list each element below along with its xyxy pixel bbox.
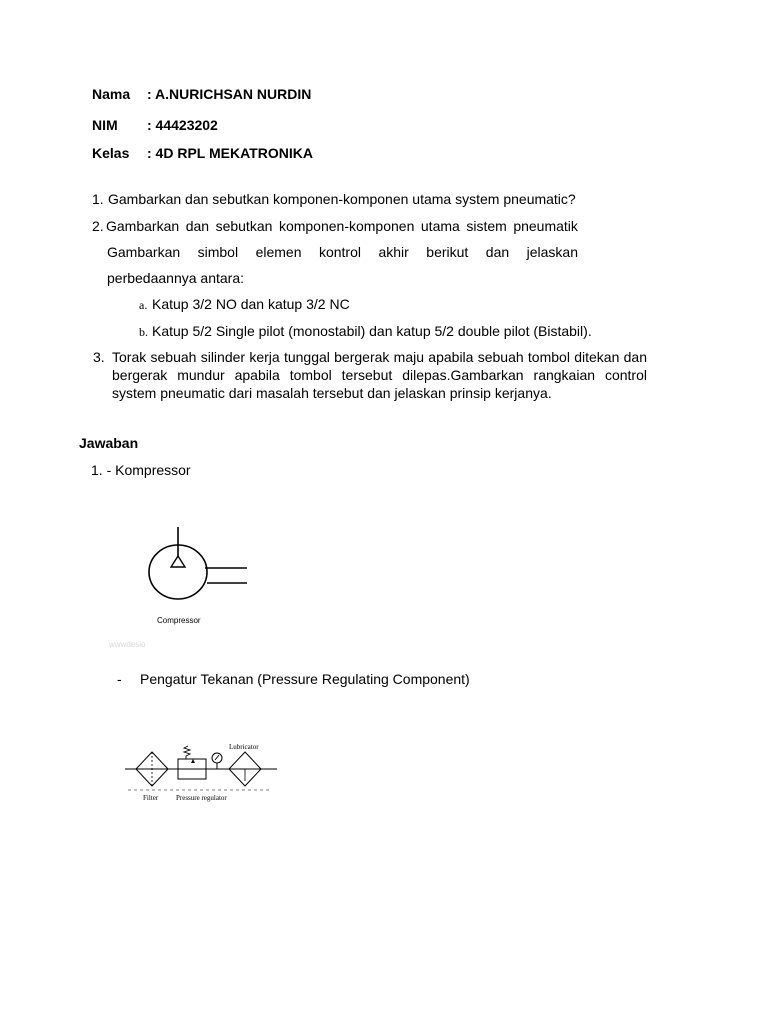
pressure-item: Pengatur Tekanan (Pressure Regulating Component) xyxy=(140,671,470,687)
compressor-symbol xyxy=(140,522,260,632)
question-2a-letter: a. xyxy=(139,298,148,312)
question-3-text: Torak sebuah silinder kerja tunggal bergerak maju apabila sebuah tombol ditekan dan bergerak mundur apabila tombol tersebut dilepas.Gambarkan rangkaian control system pneumatic dari masalah tersebut dan jelaskan prinsip kerjanya. xyxy=(112,349,647,401)
question-2a-text: Katup 3/2 NO dan katup 3/2 NC xyxy=(152,296,350,312)
q2-l1-word: pneumatik xyxy=(513,218,578,234)
frl-symbol xyxy=(122,738,282,808)
question-3-number: 3. xyxy=(93,349,105,365)
question-1-number: 1. xyxy=(92,191,104,207)
q2-l1-word: utama xyxy=(420,218,460,234)
frl-regulator-label: Pressure regulator xyxy=(176,794,227,802)
q2-l1-word: komponen-komponen xyxy=(278,218,415,234)
q2-l2-word: akhir xyxy=(378,244,409,260)
q2-l1-word: dan xyxy=(185,218,210,234)
q2-l2-word: jelaskan xyxy=(526,244,578,260)
q2-l2-word: simbol xyxy=(197,244,239,260)
answers-heading: Jawaban xyxy=(79,435,139,451)
kelas-label: Kelas xyxy=(92,145,130,161)
question-2-line-2 xyxy=(107,244,578,260)
question-2-number: 2. xyxy=(92,218,104,234)
question-2-line-1 xyxy=(106,218,578,234)
kelas-value: : 4D RPL MEKATRONIKA xyxy=(147,145,313,161)
q2-l1-word: sebutkan xyxy=(215,218,273,234)
question-2b-letter: b. xyxy=(139,325,148,339)
name-label: Nama xyxy=(92,86,131,102)
frl-lubricator-label: Lubricator xyxy=(229,743,259,751)
question-2-line-3: perbedaannya antara: xyxy=(107,270,244,286)
q2-l2-word: Gambarkan xyxy=(107,244,181,260)
question-2b-text: Katup 5/2 Single pilot (monostabil) dan katup 5/2 double pilot (Bistabil). xyxy=(152,323,592,339)
q2-l2-word: berikut xyxy=(426,244,469,260)
q2-l1-word: sistem xyxy=(466,218,507,234)
watermark: wwwdesio xyxy=(109,640,146,649)
dash-bullet: - xyxy=(117,671,122,687)
q2-l2-word: dan xyxy=(485,244,510,260)
nim-label: NIM xyxy=(92,117,118,133)
q2-l2-word: elemen xyxy=(255,244,302,260)
nim-value: : 44423202 xyxy=(147,117,218,133)
question-1-text: Gambarkan dan sebutkan komponen-komponen utama system pneumatic? xyxy=(108,191,576,207)
name-value: : A.NURICHSAN NURDIN xyxy=(147,86,312,102)
frl-filter-label: Filter xyxy=(143,794,159,802)
answer-1-item: 1. - Kompressor xyxy=(91,462,191,478)
q2-l1-word: Gambarkan xyxy=(106,218,180,234)
q2-l2-word: kontrol xyxy=(318,244,361,260)
compressor-caption: Compressor xyxy=(157,616,201,625)
